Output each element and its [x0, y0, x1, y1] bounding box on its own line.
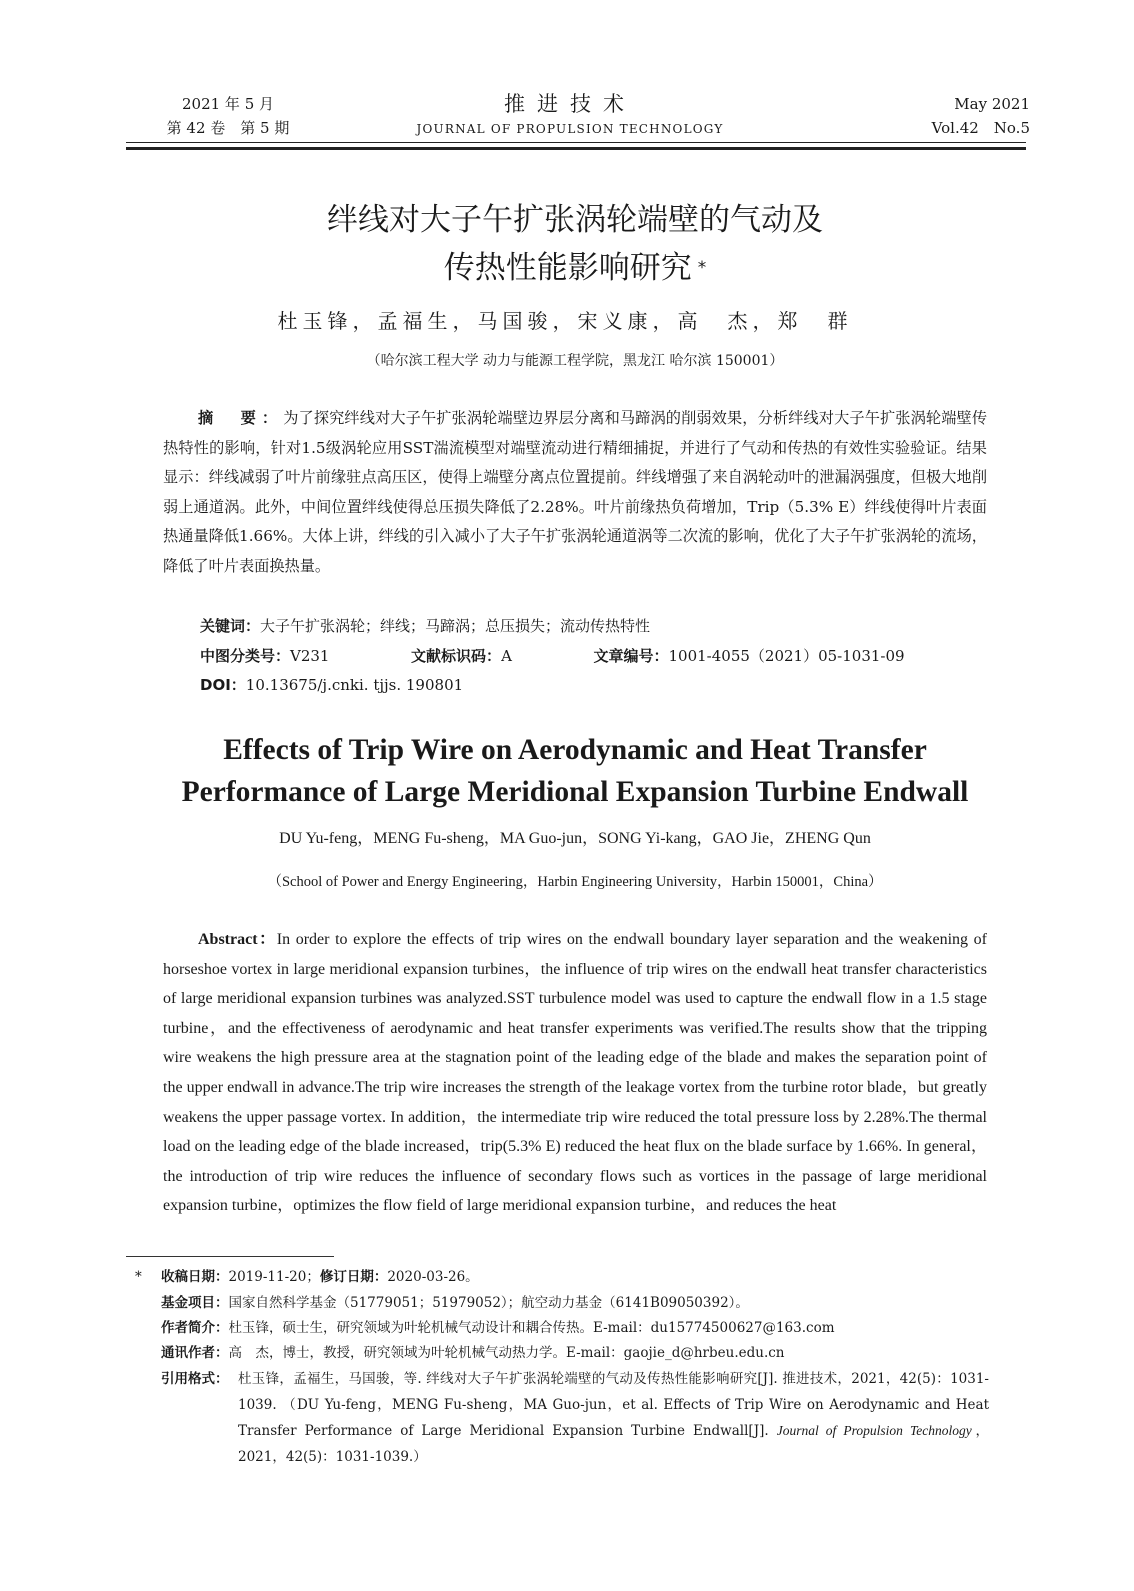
clc-value: V231: [290, 647, 330, 665]
authors-en: DU Yu-feng，MENG Fu-sheng，MA Guo-jun，SONG Yi-kang，GAO Jie，ZHENG Qun: [279, 830, 871, 847]
author-bio-label: 作者简介：: [161, 1320, 229, 1336]
footnote-star: *: [135, 1269, 142, 1285]
title-en-line1: Effects of Trip Wire on Aerodynamic and Heat Transfer: [223, 734, 927, 766]
footnote-fund: [135, 1290, 995, 1316]
abstract-en-text: In order to explore the effects of trip wires on the endwall boundary layer separation and the weakening of horseshoe vortex in large meridional expansion turbines，the influence of trip wires on the endwall heat transfer characteristics of large meridional expansion turbines was analyzed.SST turbulence model was used to capture the endwall flow in a 1.5 stage turbine，and the effectiveness of aerodynamic and heat transfer experiments was verified.The results show that the tripping wire weakens the high pressure area at the stagnation point of the leading edge of the blade and makes the separation point of the upper endwall in advance.The trip wire increases the strength of the leakage vortex from the turbine rotor blade，but greatly weakens the upper passage vortex. In addition，the intermediate trip wire reduced the total pressure loss by 2.28%.The thermal load on the leading edge of the blade increased，trip(5.3% E) reduced the heat flux on the blade surface by 1.66%. In general，the introduction of trip wire reduces the influence of secondary flows such as vortices in the passage of large meridional expansion turbine，optimizes the flow field of large meridional expansion turbine，and reduces the heat: [163, 931, 988, 1215]
doc-code-value: A: [501, 647, 512, 665]
article-number-value: 1001-4055（2021）05-1031-09: [668, 647, 905, 665]
author-bio-value: 杜玉锋，硕士生，研究领域为叶轮机械气动设计和耦合传热。E-mail：du15774500627@163.com: [228, 1320, 835, 1336]
citation-body: [238, 1366, 989, 1470]
doc-code-label: 文献标识码：: [411, 647, 502, 665]
doi-line: [200, 673, 1000, 697]
corresponding-value: 高 杰，博士，教授，研究领域为叶轮机械气动热力学。E-mail：gaojie_d@hrbeu.edu.cn: [228, 1345, 785, 1361]
journal-name-en: JOURNAL OF PROPULSION TECHNOLOGY: [416, 122, 724, 136]
abstract-cn-text: 为了探究绊线对大子午扩张涡轮端壁边界层分离和马蹄涡的削弱效果，分析绊线对大子午扩张涡轮端壁传热特性的影响，针对1.5级涡轮应用SST湍流模型对端壁流动进行精细捕捉，并进行了气动和传热的有效性实验验证。结果显示：绊线减弱了叶片前缘驻点高压区，使得上端壁分离点位置提前。绊线增强了来自涡轮动叶的泄漏涡强度，但极大地削弱上通道涡。此外，中间位置绊线使得总压损失降低了2.28%。叶片前缘热负荷增加，Trip（5.3% E）绊线使得叶片表面热通量降低1.66%。大体上讲，绊线的引入减小了大子午扩张涡轮通道涡等二次流的影响，优化了大子午扩张涡轮的流场，降低了叶片表面换热量。: [163, 409, 988, 575]
abstract-cn: [163, 404, 987, 582]
revised-value: 2020-03-26。: [387, 1269, 479, 1285]
header-rule-thin: [126, 142, 1026, 143]
footnote-rule: [126, 1256, 334, 1257]
paper-title-en: [130, 729, 1020, 813]
title-cn-line1: 绊线对大子午扩张涡轮端壁的气动及: [327, 202, 823, 238]
footnote-corresponding: [135, 1340, 995, 1366]
keywords-cn: [200, 614, 1000, 638]
header-journal: [330, 90, 810, 138]
title-cn-line2-text: 传热性能影响研究: [443, 250, 692, 286]
paper-title-cn: [130, 196, 1020, 292]
abstract-en: [163, 925, 987, 1221]
citation-journal: Journal of Propulsion Technology: [776, 1423, 972, 1438]
fund-label: 基金项目：: [161, 1295, 229, 1311]
clc-label: 中图分类号：: [200, 647, 291, 665]
footnote-citation: [161, 1366, 989, 1470]
authors-cn: 杜玉锋，孟福生，马国骏，宋义康，高 杰，郑 群: [277, 309, 853, 333]
journal-name-cn: 推进技术: [504, 92, 636, 116]
doi-value: 10.13675/j.cnki. tjjs. 190801: [245, 676, 464, 694]
header-date-cn: 2021 年 5 月: [181, 95, 275, 113]
affiliation-cn: （哈尔滨工程大学 动力与能源工程学院，黑龙江 哈尔滨 150001）: [366, 353, 784, 369]
revised-label: 修订日期：: [319, 1269, 388, 1285]
abstract-en-label: Abstract：: [198, 931, 277, 948]
header-volume-en: Vol.42 No.5: [931, 119, 1030, 137]
received-label: 收稿日期：: [161, 1269, 229, 1285]
header-volume-cn: 第 42 卷 第 5 期: [166, 119, 290, 137]
classification-line: [200, 644, 1000, 668]
footnote-author: [135, 1315, 995, 1341]
title-cn-line2: [130, 244, 1020, 292]
header-date-en: May 2021: [954, 95, 1030, 113]
header-issue-cn: [128, 92, 328, 140]
fund-value: 国家自然科学基金（51779051；51979052）；航空动力基金（6141B09050392）。: [228, 1295, 749, 1311]
footnote-dates: [135, 1264, 995, 1290]
affiliation-en: （School of Power and Energy Engineering，Harbin Engineering University，Harbin 150001，China）: [267, 874, 883, 890]
article-number-label: 文章编号：: [593, 647, 669, 665]
keywords-label: 关键词：: [200, 617, 261, 635]
corresponding-label: 通讯作者：: [161, 1345, 229, 1361]
header-issue-en: [880, 92, 1030, 140]
header-rule-thick: [126, 147, 1026, 150]
title-footnote-mark: *: [697, 258, 707, 278]
citation-part1: 杜玉锋，孟福生，马国骏，等. 绊线对大子午扩张涡轮端壁的气动及传热性能影响研究[J]. 推进技术，2021，42(5)：1031-1039. （DU Yu-feng，MENG Fu-sheng，MA Guo-jun，et al. Effects of Trip Wire on Aerodynamic and Heat Transfer Performance of Large Meridional Expansion Turbine Endwall[J].: [238, 1371, 989, 1439]
citation-part2: ，2021，42(5)：1031-1039.）: [238, 1423, 990, 1465]
received-value: 2019-11-20；: [228, 1269, 320, 1285]
citation-label: 引用格式：: [161, 1371, 229, 1387]
doi-label: DOI：: [200, 676, 246, 694]
title-en-line2: Performance of Large Meridional Expansion Turbine Endwall: [181, 776, 969, 808]
abstract-cn-label: 摘 要：: [198, 409, 284, 427]
keywords-text: 大子午扩张涡轮；绊线；马蹄涡；总压损失；流动传热特性: [260, 617, 651, 635]
